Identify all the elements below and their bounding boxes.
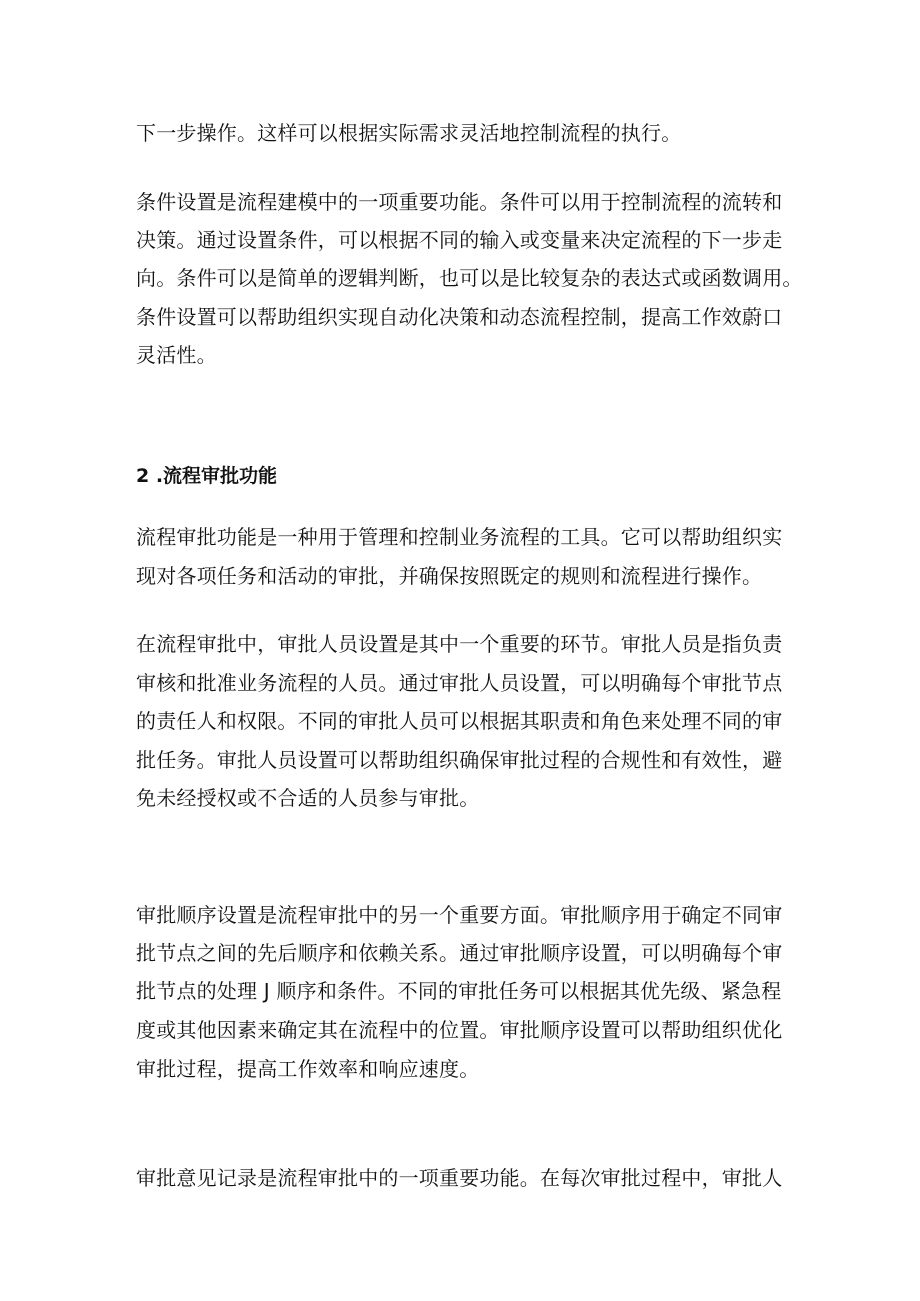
paragraph-line: 向。条件可以是简单的逻辑判断，也可以是比较复杂的表达式或函数调用。: [136, 266, 803, 290]
paragraph-line: 审核和批准业务流程的人员。通过审批人员设置，可以明确每个审批节点: [136, 671, 783, 695]
paragraph-line: 条件设置是流程建模中的一项重要功能。条件可以用于控制流程的流转和: [136, 190, 783, 214]
paragraph-line: 批节点之间的先后顺序和依赖关系。通过审批顺序设置，可以明确每个审: [136, 941, 783, 965]
paragraph-line: 批任务。审批人员设置可以帮助组织确保审批过程的合规性和有效性，避: [136, 748, 783, 772]
paragraph-line: 流程审批功能是一种用于管理和控制业务流程的工具。它可以帮助组织实: [136, 525, 783, 549]
section-heading: 2 .流程审批功能: [136, 465, 278, 487]
paragraph-line: 下一步操作。这样可以根据实际需求灵活地控制流程的执行。: [136, 121, 682, 145]
paragraph-line: 批节点的处理 J 顺序和条件。不同的审批任务可以根据其优先级、紧急程: [136, 979, 782, 1003]
paragraph-line: 度或其他因素来确定其在流程中的位置。审批顺序设置可以帮助组织优化: [136, 1018, 783, 1042]
paragraph-line: 决策。通过设置条件，可以根据不同的输入或变量来决定流程的下一步走: [136, 228, 783, 252]
paragraph-line: 现对各项任务和活动的审批，并确保按照既定的规则和流程进行操作。: [136, 564, 763, 588]
paragraph-line: 条件设置可以帮助组织实现自动化决策和动态流程控制，提高工作效蔚口: [136, 305, 783, 329]
paragraph-line: 审批顺序设置是流程审批中的另一个重要方面。审批顺序用于确定不同审: [136, 903, 783, 927]
paragraph-line: 的责任人和权限。不同的审批人员可以根据其职责和角色来处理不同的审: [136, 709, 783, 733]
paragraph-line: 在流程审批中，审批人员设置是其中一个重要的环节。审批人员是指负责: [136, 632, 783, 656]
paragraph-line: 审批过程，提高工作效率和响应速度。: [136, 1057, 480, 1081]
paragraph-line: 审批意见记录是流程审批中的一项重要功能。在每次审批过程中，审批人: [136, 1166, 783, 1190]
paragraph-line: 免未经授权或不合适的人员参与审批。: [136, 786, 480, 810]
paragraph-line: 灵活性。: [136, 343, 217, 367]
